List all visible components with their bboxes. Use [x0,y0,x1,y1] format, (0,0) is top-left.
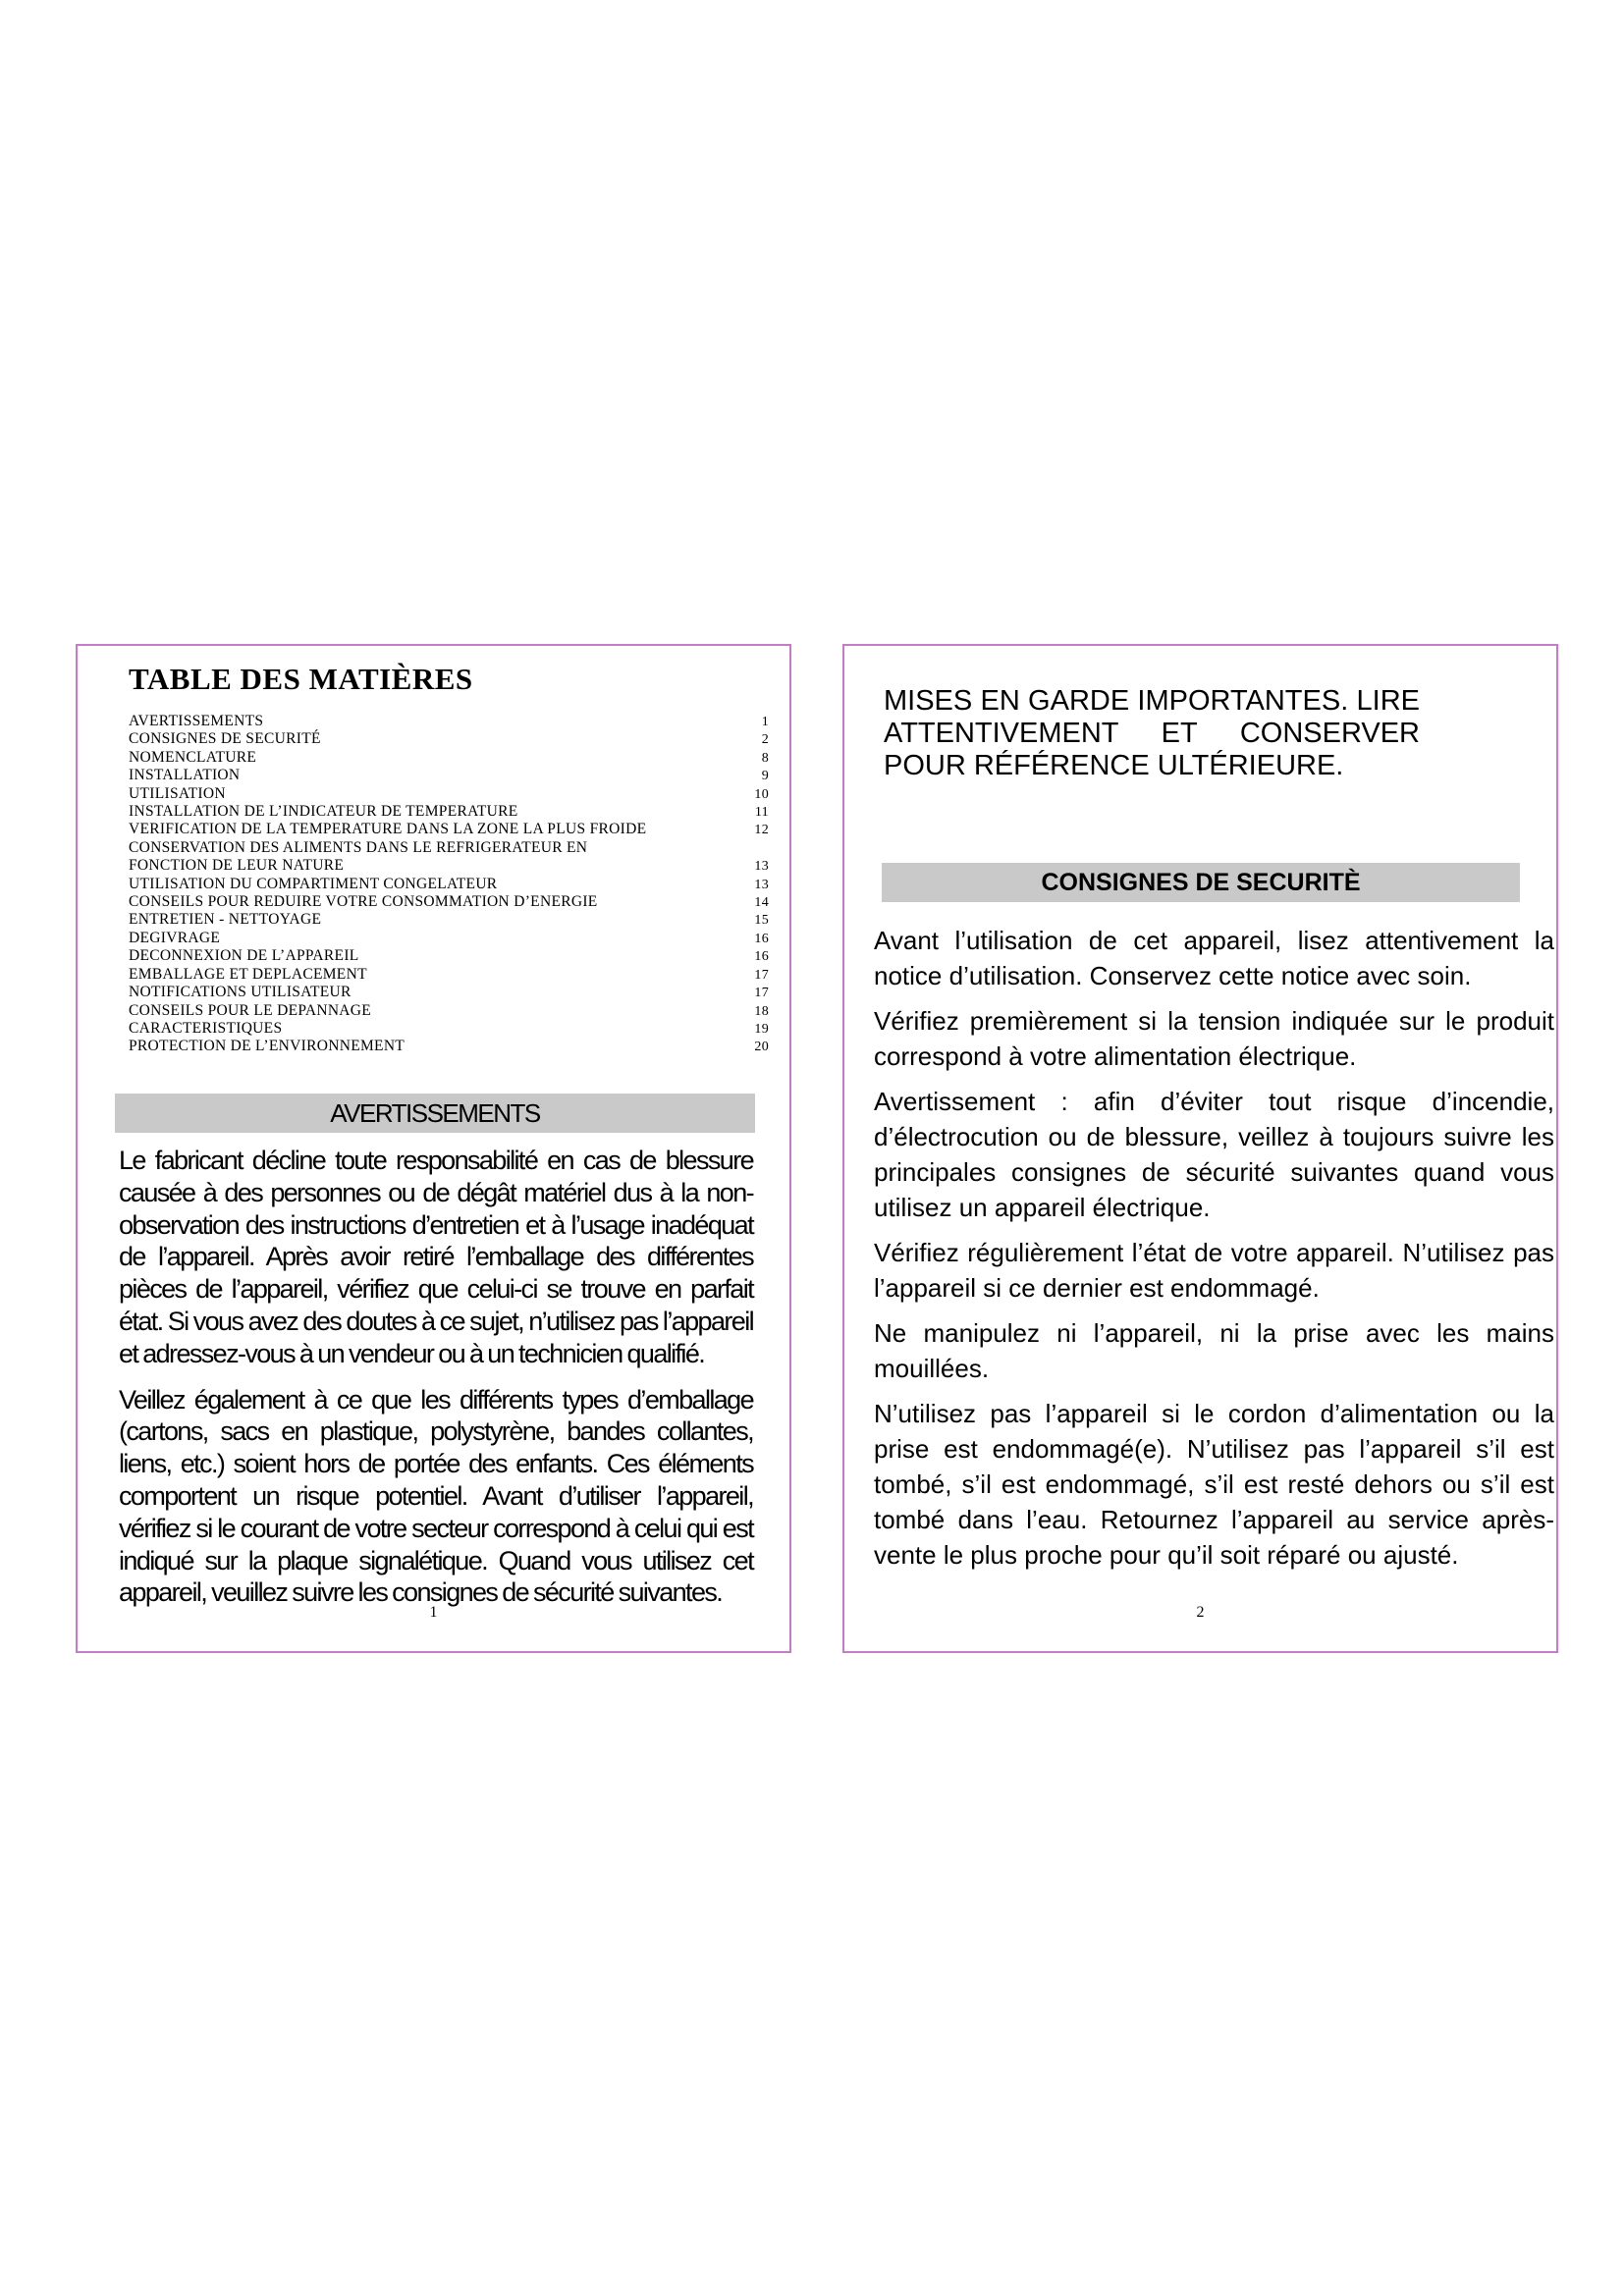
toc-item-label: UTILISATION DU COMPARTIMENT CONGELATEUR [129,875,498,892]
toc-item [129,839,769,857]
toc-item [129,930,769,947]
paragraph: Le fabricant décline toute responsabilité en cas de blessure causée à des personnes ou de dégât matériel dus à la non-observation des instructions d’entretien et à l’usage inadéquat de l’appareil. Après avoir retiré l’emballage des différentes pièces de l’appareil, vérifiez que celui-ci se trouve en parfait état. Si vous avez des doutes à ce sujet, n’utilisez pas l’appareil et adressez-vous à un vendeur ou à un technicien qualifié. [119,1146,753,1368]
toc-list [129,713,769,1056]
toc-item [129,749,769,767]
toc-item-label: EMBALLAGE ET DEPLACEMENT [129,965,367,983]
toc-item [129,857,769,875]
toc-item-label: CONSERVATION DES ALIMENTS DANS LE REFRIGERATEUR EN [129,838,588,856]
toc-item-label: AVERTISSEMENTS [129,713,264,729]
paragraph: Vérifiez premièrement si la tension indiquée sur le produit correspond à votre alimentation électrique. [874,1006,1554,1071]
body-text-right [874,913,1554,1573]
toc-title: TABLE DES MATIÈRES [129,662,473,696]
toc-item [129,1002,769,1020]
toc-item-page: 13 [754,859,769,875]
toc-item [129,821,769,838]
toc-item-page: 19 [754,1021,769,1037]
toc-item [129,803,769,821]
toc-item-page: 14 [754,895,769,911]
toc-item [129,713,769,730]
page-left [76,644,791,1653]
paragraph: Veillez également à ce que les différents types d’emballage (cartons, sacs en plastique, polystyrène, bandes collantes, liens, etc.) soient hors de portée des enfants. Ces éléments comportent un risque potentiel. Avant d’utiliser l’appareil, vérifiez si le courant de votre secteur correspond à celui qui est indiqué sur la plaque signalétique. Quand vous utilisez cet appareil, veuillez suivre les consignes de sécurité suivantes. [119,1384,753,1608]
paragraph: Ne manipulez ni l’appareil, ni la prise avec les mains mouillées. [874,1318,1554,1383]
toc-item-page: 16 [754,931,769,946]
toc-item-page: 15 [754,913,769,929]
toc-item-label: CARACTERISTIQUES [129,1019,283,1037]
important-warnings-heading: MISES EN GARDE IMPORTANTES. LIRE ATTENTIVEMENT ET CONSERVER POUR RÉFÉRENCE ULTÉRIEURE. [884,685,1420,781]
toc-item-page: 9 [761,769,769,784]
toc-item-page: 13 [754,877,769,892]
toc-item [129,767,769,784]
toc-item [129,1020,769,1038]
toc-item [129,966,769,984]
paragraph: Avant l’utilisation de cet appareil, lisez attentivement la notice d’utilisation. Conservez cette notice avec soin. [874,926,1554,990]
toc-item [129,893,769,911]
paragraph: Avertissement : afin d’éviter tout risque d’incendie, d’électrocution ou de blessure, veillez à toujours suivre les principales consignes de sécurité suivantes quand vous utilisez un appareil électrique. [874,1087,1554,1222]
toc-item-page: 11 [754,805,769,821]
toc-item-page: 20 [754,1040,769,1055]
toc-item-page: 17 [754,967,769,983]
section-title-consignes: CONSIGNES DE SECURITÈ [882,863,1520,902]
toc-item [129,911,769,929]
toc-item-label: CONSEILS POUR REDUIRE VOTRE CONSOMMATION D’ENERGIE [129,893,598,911]
toc-item-label: CONSIGNES DE SECURITÉ [129,730,321,748]
toc-item-page: 17 [754,986,769,1001]
toc-item [129,1038,769,1055]
toc-item [129,730,769,748]
toc-item-page: 18 [754,1003,769,1019]
toc-item [129,947,769,965]
page-number: 1 [429,1604,438,1621]
paragraph: Vérifiez régulièrement l’état de votre appareil. N’utilisez pas l’appareil si ce dernier est endommagé. [874,1238,1554,1303]
toc-item [129,785,769,803]
toc-item-label: CONSEILS POUR LE DEPANNAGE [129,1001,372,1019]
toc-item-label: ENTRETIEN - NETTOYAGE [129,911,322,929]
toc-item-page: 2 [761,732,769,748]
toc-item-label: INSTALLATION DE L’INDICATEUR DE TEMPERATURE [129,803,518,821]
page-number: 2 [1196,1604,1205,1621]
toc-item [129,984,769,1001]
toc-item-label: DEGIVRAGE [129,929,221,946]
toc-item-label: VERIFICATION DE LA TEMPERATURE DANS LA ZONE LA PLUS FROIDE [129,821,647,838]
toc-item-label: INSTALLATION [129,767,241,784]
toc-item-label: FONCTION DE LEUR NATURE [129,857,345,875]
toc-item-page: 10 [754,786,769,802]
paragraph: N’utilisez pas l’appareil si le cordon d’alimentation ou la prise est endommagé(e). N’utilisez pas l’appareil s’il est tombé, s’il est endommagé, s’il est resté dehors ou s’il est tombé dans l’eau. Retournez l’appareil au service après-vente le plus proche pour qu’il soit réparé ou ajusté. [874,1399,1554,1570]
toc-item-label: PROTECTION DE L’ENVIRONNEMENT [129,1038,406,1055]
toc-item-label: DECONNEXION DE L’APPAREIL [129,947,359,965]
toc-item-page: 8 [761,750,769,766]
toc-item-label: NOTIFICATIONS UTILISATEUR [129,984,352,1001]
body-text-left [119,1145,753,1609]
toc-item-page: 16 [754,949,769,965]
toc-item-page: 1 [761,715,769,729]
toc-item [129,876,769,893]
toc-item-label: UTILISATION [129,784,226,802]
toc-item-page: 12 [754,823,769,838]
page-right [842,644,1558,1653]
section-title-avertissements: AVERTISSEMENTS [115,1094,755,1133]
toc-item-label: NOMENCLATURE [129,748,257,766]
